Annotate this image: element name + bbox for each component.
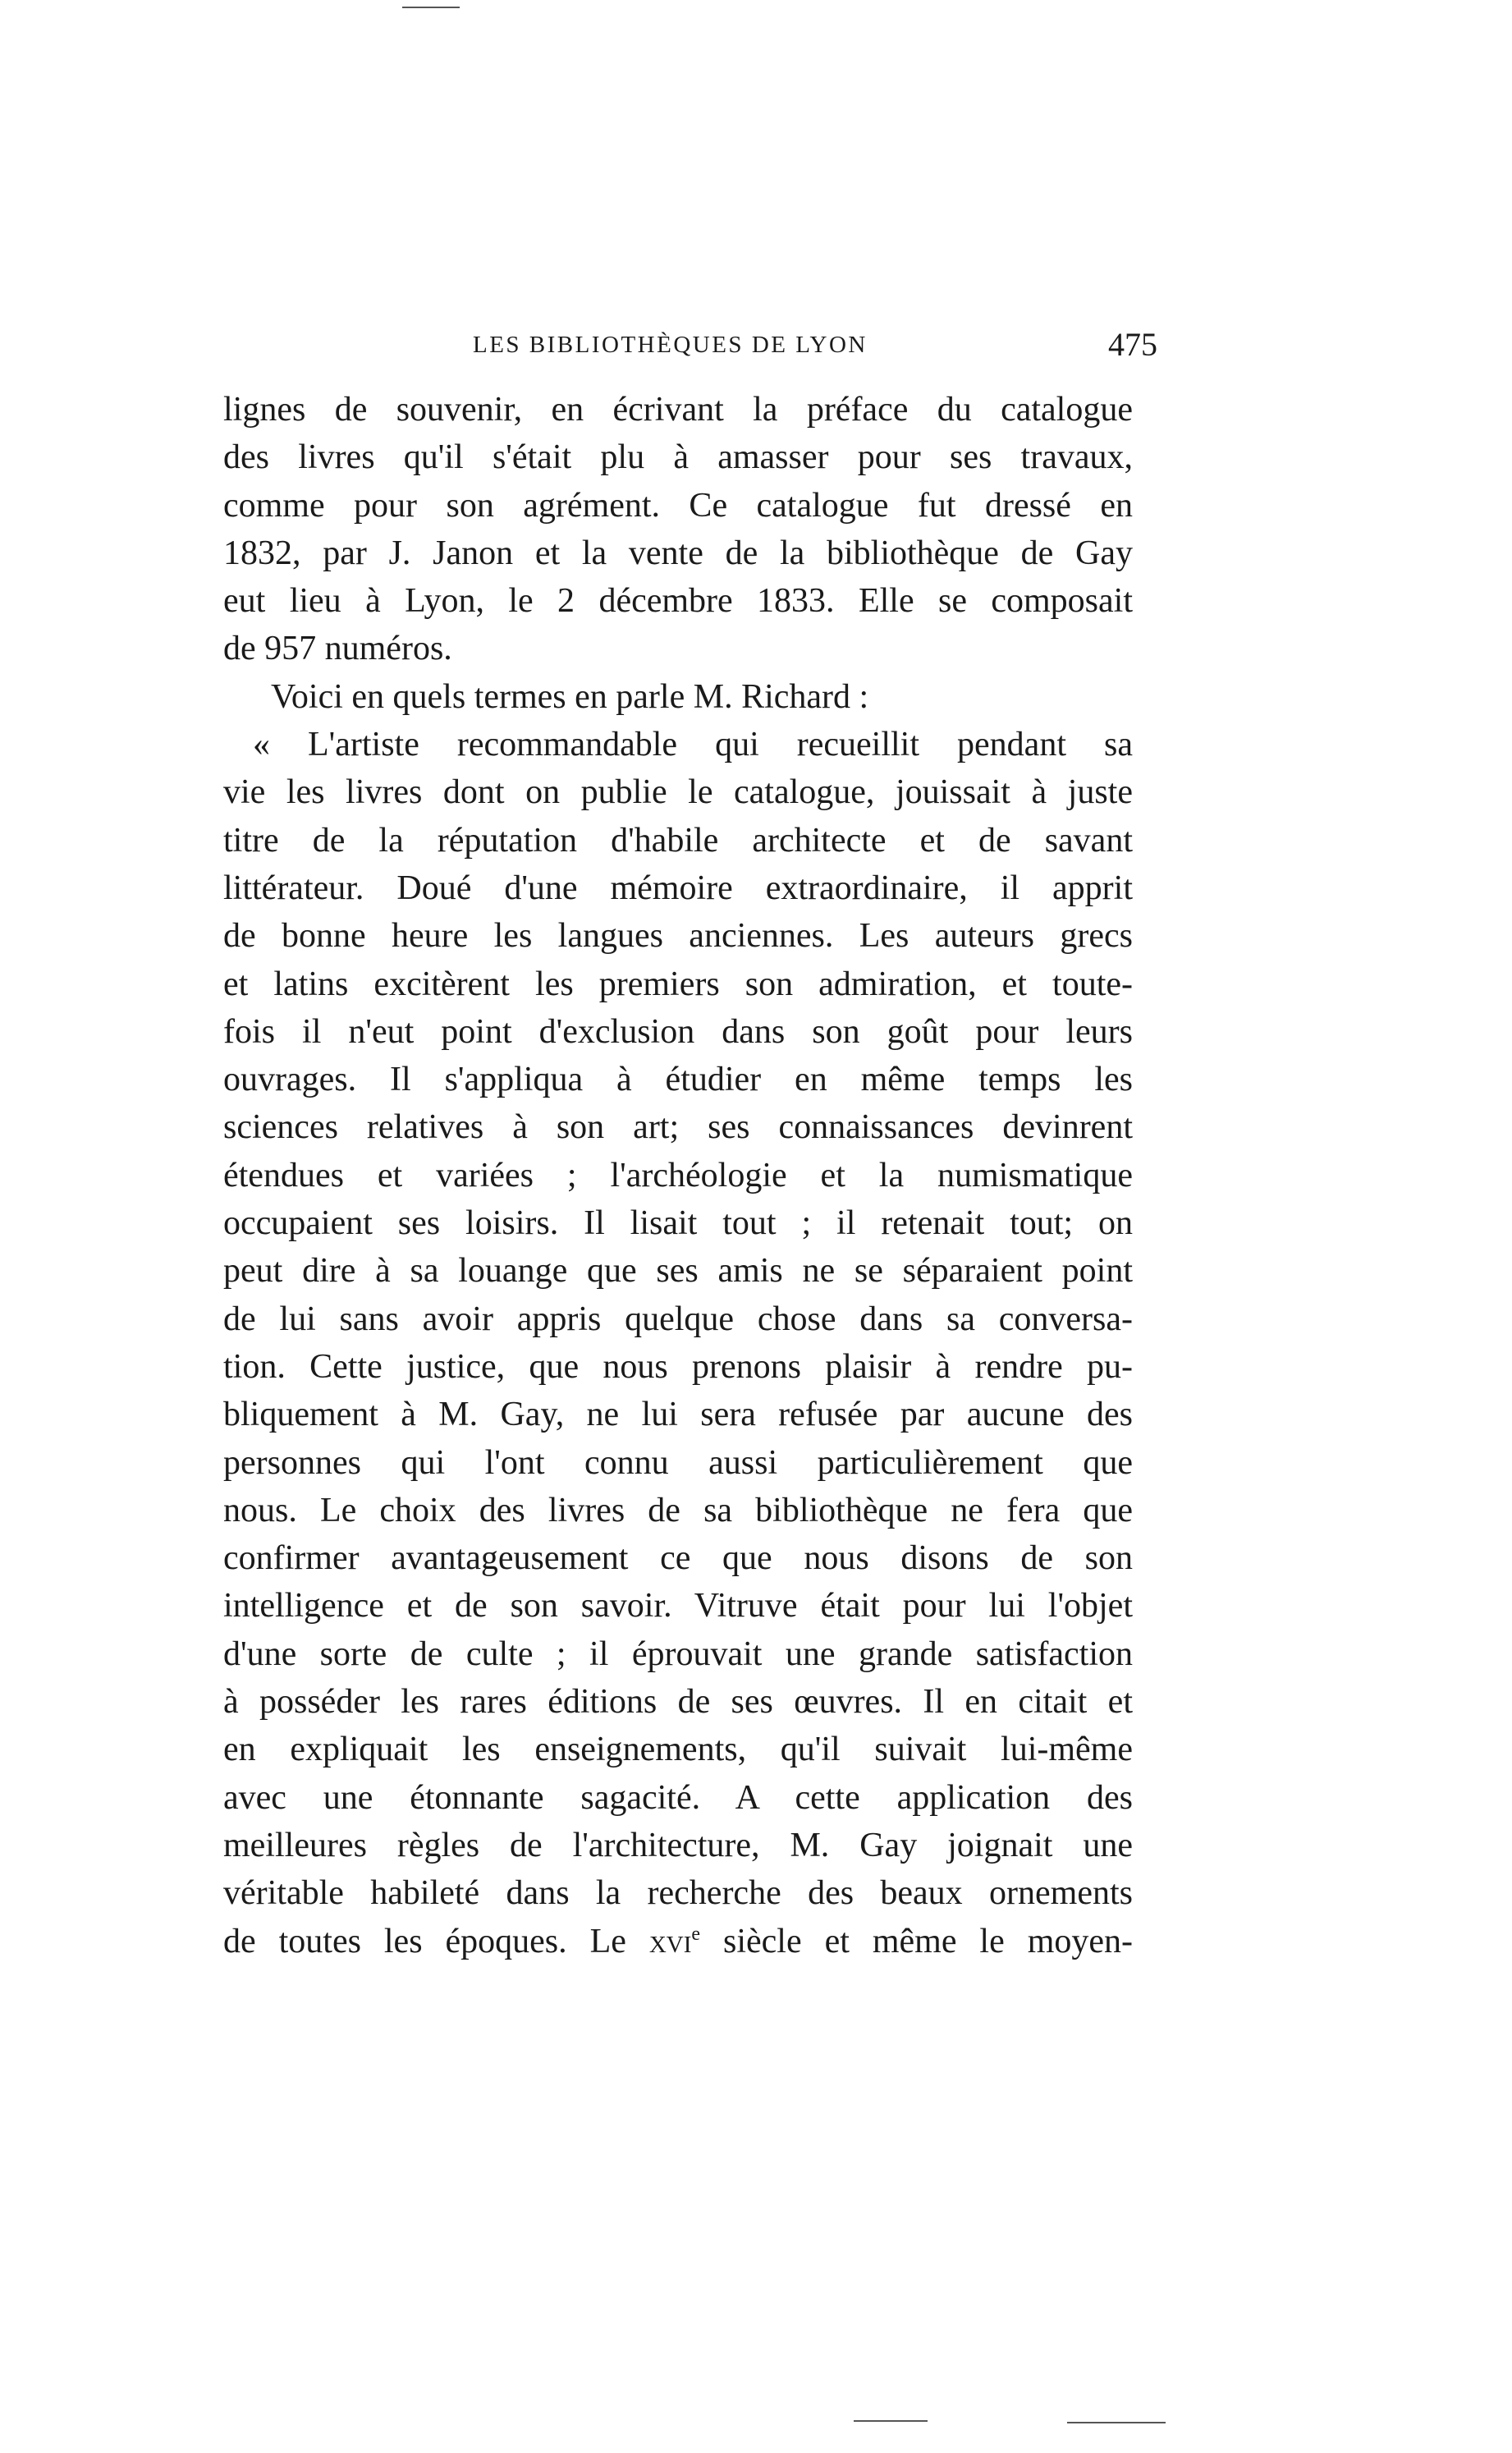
text-line: avec une étonnante sagacité. A cette application des — [223, 1778, 1133, 1817]
text-line: lignes de souvenir, en écrivant la préface du catalogue — [223, 391, 1133, 429]
text-line: des livres qu'il s'était plu à amasser pour ses travaux, — [223, 438, 1133, 477]
text-line: intelligence et de son savoir. Vitruve était pour lui l'objet — [223, 1587, 1133, 1625]
scan-artifact — [1067, 2422, 1166, 2423]
text-segment: siècle et même le moyen- — [700, 1922, 1133, 1960]
text-line: étendues et variées ; l'archéologie et la numismatique — [223, 1156, 1133, 1194]
scan-artifact — [402, 7, 460, 8]
text-line: à posséder les rares éditions de ses œuvres. Il en citait et — [223, 1683, 1133, 1722]
ordinal-superscript: e — [691, 1923, 701, 1945]
text-line: Voici en quels termes en parle M. Richard : — [271, 677, 869, 716]
text-line: de bonne heure les langues anciennes. Les auteurs grecs — [223, 917, 1133, 956]
text-line: ouvrages. Il s'appliqua à étudier en même temps les — [223, 1061, 1133, 1099]
page-header — [222, 325, 1157, 374]
text-line: fois il n'eut point d'exclusion dans son goût pour leurs — [223, 1012, 1133, 1051]
text-line: meilleures règles de l'architecture, M. Gay joignait une — [223, 1826, 1133, 1864]
text-line-last — [223, 1918, 1133, 1965]
text-line: occupaient ses loisirs. Il lisait tout ; il retenait tout; on — [223, 1204, 1133, 1243]
scan-artifact — [854, 2420, 928, 2422]
text-line: eut lieu à Lyon, le 2 décembre 1833. Elle se composait — [223, 582, 1133, 621]
text-line: « L'artiste recommandable qui recueillit pendant sa — [253, 726, 1133, 764]
text-line: véritable habileté dans la recherche des beaux ornements — [223, 1874, 1133, 1913]
text-line: sciences relatives à son art; ses connaissances devinrent — [223, 1108, 1133, 1147]
text-line: d'une sorte de culte ; il éprouvait une grande satisfaction — [223, 1635, 1133, 1673]
text-line: confirmer avantageusement ce que nous disons de son — [223, 1539, 1133, 1578]
text-line: littérateur. Doué d'une mémoire extraordinaire, il apprit — [223, 869, 1133, 907]
page-number: 475 — [1108, 326, 1157, 363]
text-line: de lui sans avoir appris quelque chose dans sa conversa- — [223, 1300, 1133, 1338]
text-line: de 957 numéros. — [223, 630, 452, 668]
text-line: nous. Le choix des livres de sa bibliothèque ne fera que — [223, 1491, 1133, 1529]
text-segment: de toutes les époques. Le — [223, 1922, 649, 1960]
text-line: vie les livres dont on publie le catalogue, jouissait à juste — [223, 773, 1133, 812]
text-line: tion. Cette justice, que nous prenons plaisir à rendre pu- — [223, 1347, 1133, 1386]
text-line: personnes qui l'ont connu aussi particulièrement que — [223, 1443, 1133, 1482]
text-line: et latins excitèrent les premiers son admiration, et toute- — [223, 965, 1133, 1003]
text-line: bliquement à M. Gay, ne lui sera refusée par aucune des — [223, 1396, 1133, 1434]
text-line: peut dire à sa louange que ses amis ne se séparaient point — [223, 1252, 1133, 1291]
text-line: titre de la réputation d'habile architecte et de savant — [223, 821, 1133, 860]
text-line: comme pour son agrément. Ce catalogue fut dressé en — [223, 486, 1133, 525]
century-numeral: xvi — [648, 1922, 692, 1960]
running-title: LES BIBLIOTHÈQUES DE LYON — [473, 332, 868, 358]
text-line: en expliquait les enseignements, qu'il suivait lui-même — [223, 1731, 1133, 1769]
body-text — [223, 386, 1133, 1965]
text-line: 1832, par J. Janon et la vente de la bibliothèque de Gay — [223, 534, 1133, 572]
